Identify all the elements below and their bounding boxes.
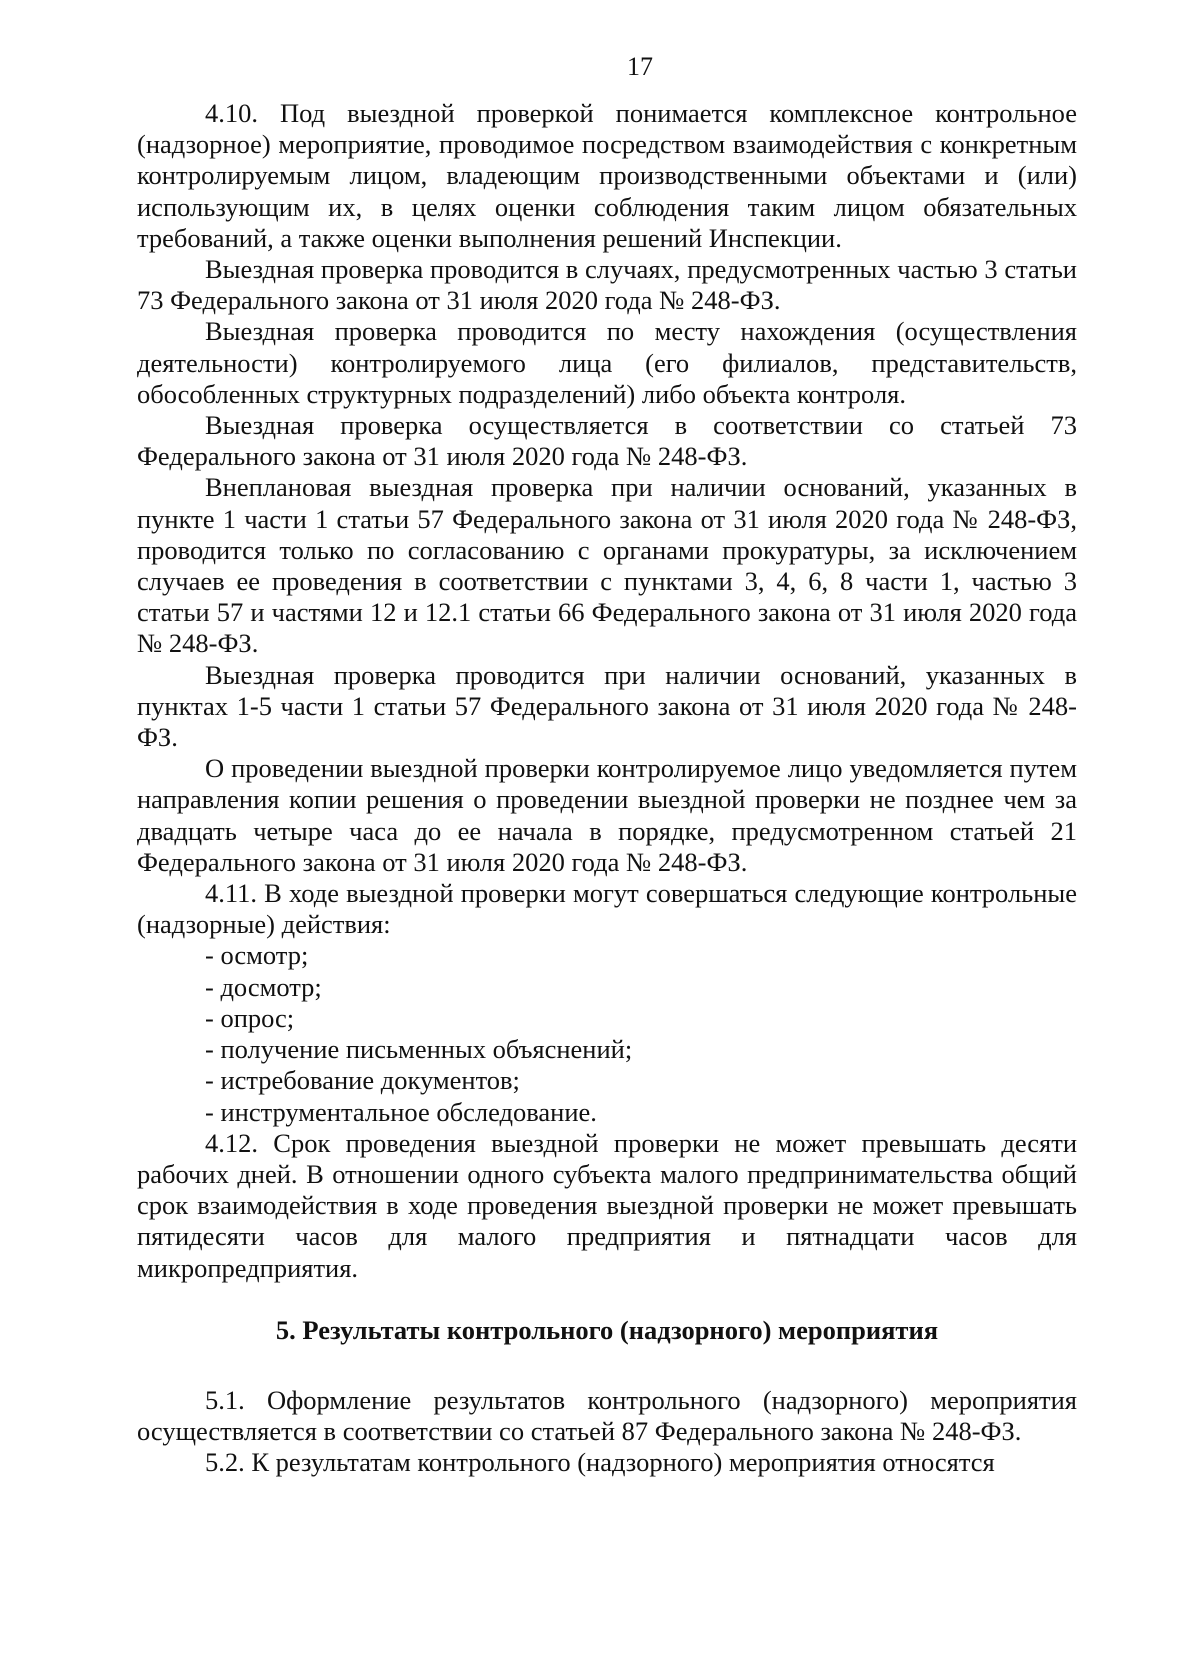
spacer [137,1346,1077,1385]
paragraph-5-1: 5.1. Оформление результатов контрольного (надзорного) мероприятия осуществляется в соответствии со статьей 87 Федерального закона № 248-ФЗ. [137,1384,1077,1447]
control-actions-list [137,940,1077,1127]
paragraph-4-10: 4.10. Под выездной проверкой понимается комплексное контрольное (надзорное) мероприятие, проводимое посредством взаимодействия с конкретным контролируемым лицом, владеющим производственными объектами и (или) использующим их, в целях оценки соблюдения таким лицом обязательных требований, а также оценки выполнения решений Инспекции. [137,98,1077,253]
section-5-heading: 5. Результаты контрольного (надзорного) мероприятия [275,1314,939,1345]
list-item: - получение письменных объяснений; [205,1034,633,1065]
document-body [137,98,1077,1479]
list-item: - досмотр; [205,971,322,1002]
list-item: - истребование документов; [205,1065,520,1096]
paragraph-4-11: 4.11. В ходе выездной проверки могут совершаться следующие контрольные (надзорные) действия: [137,878,1077,940]
list-item: - инструментальное обследование. [205,1096,597,1127]
paragraph-5-2: 5.2. К результатам контрольного (надзорного) мероприятия относятся [205,1447,995,1478]
paragraph-inspection-article-73: Выездная проверка осуществляется в соответствии со статьей 73 Федерального закона от 31 июля 2020 года № 248-ФЗ. [137,410,1077,472]
paragraph-notification: О проведении выездной проверки контролируемое лицо уведомляется путем направления копии решения о проведении выездной проверки не позднее чем за двадцать четыре часа до ее начала в порядке, предусмотренном статьей 21 Федерального закона от 31 июля 2020 года № 248-ФЗ. [137,753,1077,877]
paragraph-unscheduled-inspection: Внеплановая выездная проверка при наличии оснований, указанных в пункте 1 части 1 статьи 57 Федерального закона от 31 июля 2020 года № 248-ФЗ, проводится только по согласованию с органами прокуратуры, за исключением случаев ее проведения в соответствии с пунктами 3, 4, 6, 8 части 1, частью 3 статьи 57 и частями 12 и 12.1 статьи 66 Федерального закона от 31 июля 2020 года № 248-ФЗ. [137,472,1077,659]
paragraph-inspection-cases: Выездная проверка проводится в случаях, предусмотренных частью 3 статьи 73 Федерального закона от 31 июля 2020 года № 248-ФЗ. [137,254,1077,316]
paragraph-inspection-location: Выездная проверка проводится по месту нахождения (осуществления деятельности) контролируемого лица (его филиалов, представительств, обособленных структурных подразделений) либо объекта контроля. [137,316,1077,409]
spacer [137,1284,1077,1315]
page-number: 17 [627,52,653,81]
paragraph-4-12: 4.12. Срок проведения выездной проверки не может превышать десяти рабочих дней. В отношении одного субъекта малого предпринимательства общий срок взаимодействия в ходе проведения выездной проверки не может превышать пятидесяти часов для малого предприятия и пятнадцати часов для микропредприятия. [137,1127,1077,1283]
paragraph-inspection-grounds: Выездная проверка проводится при наличии оснований, указанных в пунктах 1-5 части 1 статьи 57 Федерального закона от 31 июля 2020 года № 248-ФЗ. [137,659,1077,753]
list-item: - опрос; [205,1002,295,1033]
list-item: - осмотр; [205,940,309,971]
